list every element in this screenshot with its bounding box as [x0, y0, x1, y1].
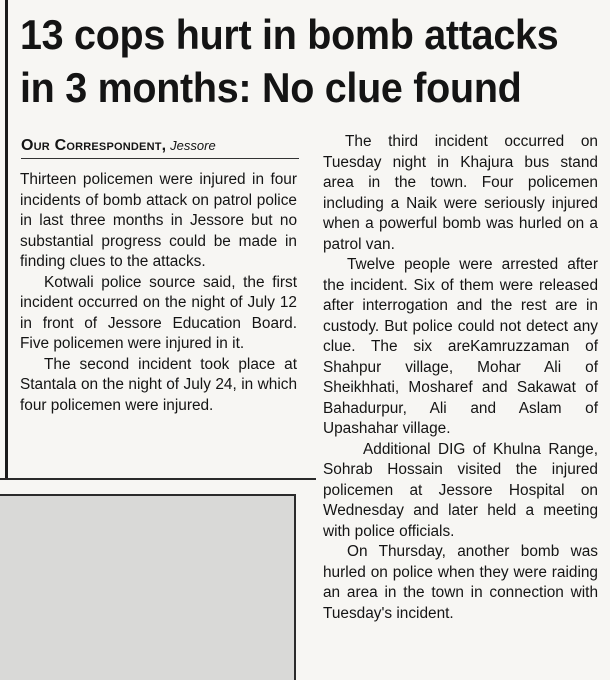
byline-location: Jessore	[170, 138, 216, 153]
paragraph: Kotwali police source said, the first incident occurred on the night of July 12 in front of Jessore Education Board. Five policemen were injured in it.	[20, 273, 297, 352]
left-column-rule	[5, 0, 8, 480]
headline-line-1: 13 cops hurt in bomb attacks	[20, 11, 559, 58]
paragraph: The third incident occurred on Tuesday night in Khajura bus stand area in the town. Four policemen including a Naik were seriously injured when a powerful bomb was hurled on a patrol van.	[323, 133, 598, 253]
paragraph: Thirteen policemen were injured in four incidents of bomb attack on patrol police in last three months in Jessore but no substantial progress could be made in finding clues to the attacks.	[20, 171, 297, 270]
photo-placeholder	[0, 494, 296, 680]
headline	[20, 8, 570, 114]
section-divider	[0, 478, 316, 480]
byline	[21, 136, 301, 155]
paragraph: The second incident took place at Stantala on the night of July 24, in which four policemen were injured.	[20, 355, 297, 414]
headline-line-2: in 3 months: No clue found	[20, 64, 522, 111]
paragraph: On Thursday, another bomb was hurled on police when they were raiding an area in the town in connection with Tuesday's incident.	[323, 543, 598, 622]
byline-rule	[21, 158, 299, 159]
paragraph: Additional DIG of Khulna Range, Sohrab Hossain visited the injured policemen at Jessore Hospital on Wednesday and later held a meeting with police officials.	[323, 440, 598, 540]
byline-name: Our Correspondent,	[21, 137, 167, 154]
right-column	[323, 132, 598, 624]
paragraph: Twelve people were arrested after the incident. Six of them were released after interrogation and the rest are in custody. But police could not detect any clue. The six areKamruzzaman of Shahpur village, Mohar Ali of Sheikhhati, Mosharef and Sakawat of Bahadurpur, Ali and Aslam of Upashahar village.	[323, 256, 598, 437]
left-column	[20, 170, 297, 416]
